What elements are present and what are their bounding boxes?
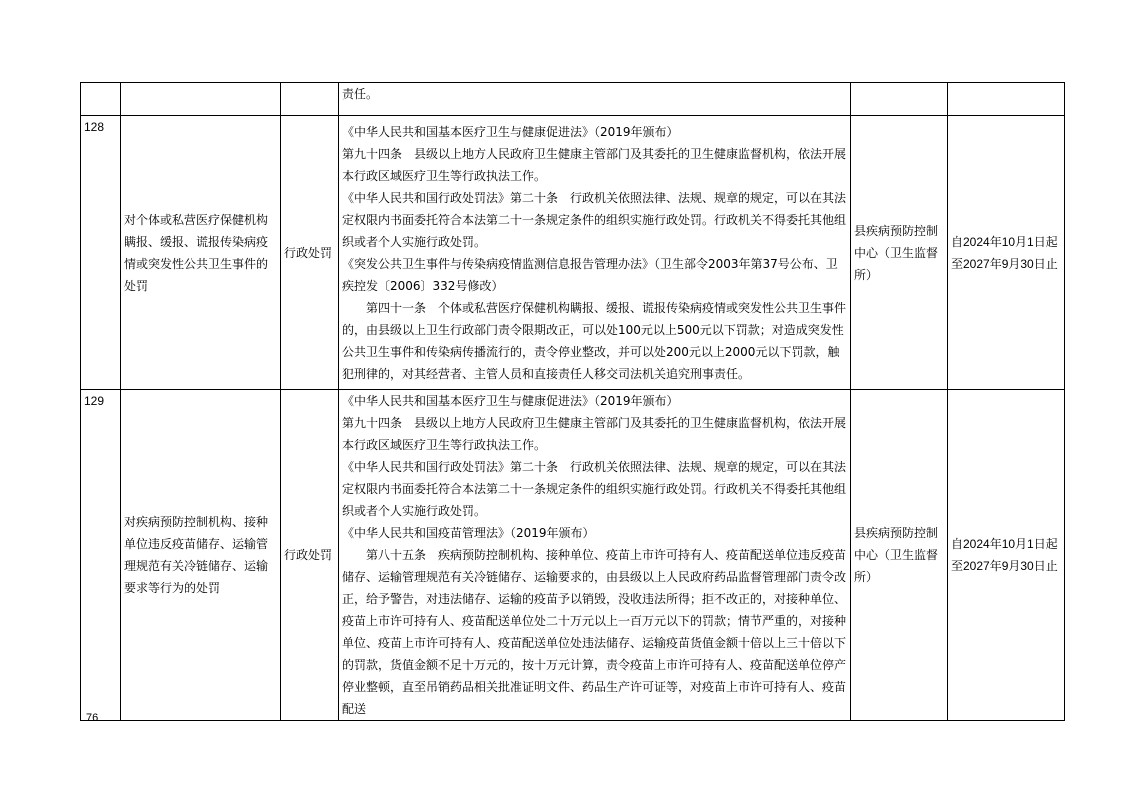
basis-paragraph: 责任。 [342,87,379,101]
responsible-subject: 县疾病预防控制中心（卫生监督所） [851,390,948,721]
row-number: 129 [81,390,121,721]
basis-paragraph: 《突发公共卫生事件与传染病疫情监测信息报告管理办法》（卫生部令2003年第37号公布、卫疾控发〔2006〕332号修改） [342,256,838,293]
basis-paragraph: 第九十四条 县级以上地方人民政府卫生健康主管部门及其委托的卫生健康监督机构，依法开展本行政区域医疗卫生等行政执法工作。 [342,146,847,183]
basis-paragraph: 第九十四条 县级以上地方人民政府卫生健康主管部门及其委托的卫生健康监督机构，依法开展本行政区域医疗卫生等行政执法工作。 [342,416,847,452]
table-row [81,390,1065,721]
power-category: 行政处罚 [281,390,339,721]
item-name [121,83,281,116]
validity-period: 自2024年10月1日起至2027年9月30日止 [948,116,1065,390]
responsible-subject: 县疾病预防控制中心（卫生监督所） [851,116,948,390]
responsible-subject [851,83,948,116]
basis-paragraph: 《中华人民共和国基本医疗卫生与健康促进法》（2019年颁布） [342,394,679,408]
validity-period [948,83,1065,116]
table-row [81,83,1065,116]
basis-paragraph: 《中华人民共和国疫苗管理法》（2019年颁布） [342,526,595,540]
power-category: 行政处罚 [281,116,339,390]
item-name: 对个体或私营医疗保健机构瞒报、缓报、谎报传染病疫情或突发性公共卫生事件的处罚 [121,116,281,390]
legal-basis [339,83,851,116]
validity-period: 自2024年10月1日起至2027年9月30日止 [948,390,1065,721]
page-number: 76 [86,712,99,724]
item-name: 对疾病预防控制机构、接种单位违反疫苗储存、运输管理规范有关冷链储存、运输要求等行为的处罚 [121,390,281,721]
basis-paragraph: 《中华人民共和国基本医疗卫生与健康促进法》（2019年颁布） [342,124,679,139]
legal-basis [339,390,851,721]
basis-paragraph: 《中华人民共和国行政处罚法》第二十条 行政机关依照法律、法规、规章的规定，可以在其法定权限内书面委托符合本法第二十一条规定条件的组织实施行政处罚。行政机关不得委托其他组织或者个人实施行政处罚。 [342,460,847,518]
authority-table [80,82,1065,721]
basis-paragraph: 第四十一条 个体或私营医疗保健机构瞒报、缓报、谎报传染病疫情或突发性公共卫生事件的，由县级以上卫生行政部门责令限期改正，可以处100元以上500元以下罚款；对造成突发性公共卫生事件和传染病传播流行的，责令停业整改，并可以处200元以上2000元以下罚款，触犯刑律的，对其经营者、主管人员和直接责任人移交司法机关追究刑事责任。 [342,300,847,381]
basis-paragraph: 《中华人民共和国行政处罚法》第二十条 行政机关依照法律、法规、规章的规定，可以在其法定权限内书面委托符合本法第二十一条规定条件的组织实施行政处罚。行政机关不得委托其他组织或者个人实施行政处罚。 [342,190,847,249]
row-number [81,83,121,116]
basis-paragraph: 第八十五条 疾病预防控制机构、接种单位、疫苗上市许可持有人、疫苗配送单位违反疫苗储存、运输管理规范有关冷链储存、运输要求的，由县级以上人民政府药品监督管理部门责令改正，给予警告，对违法储存、运输的疫苗予以销毁，没收违法所得；拒不改正的，对接种单位、疫苗上市许可持有人、疫苗配送单位处二十万元以上一百万元以下的罚款；情节严重的，对接种单位、疫苗上市许可持有人、疫苗配送单位处违法储存、运输疫苗货值金额十倍以上三十倍以下的罚款，货值金额不足十万元的，按十万元计算，责令疫苗上市许可持有人、疫苗配送单位停产停业整顿，直至吊销药品相关批准证明文件、药品生产许可证等，对疫苗上市许可持有人、疫苗配送 [342,548,847,716]
table-row [81,116,1065,390]
power-category [281,83,339,116]
legal-basis [339,116,851,390]
table-body [81,83,1065,721]
row-number: 128 [81,116,121,390]
